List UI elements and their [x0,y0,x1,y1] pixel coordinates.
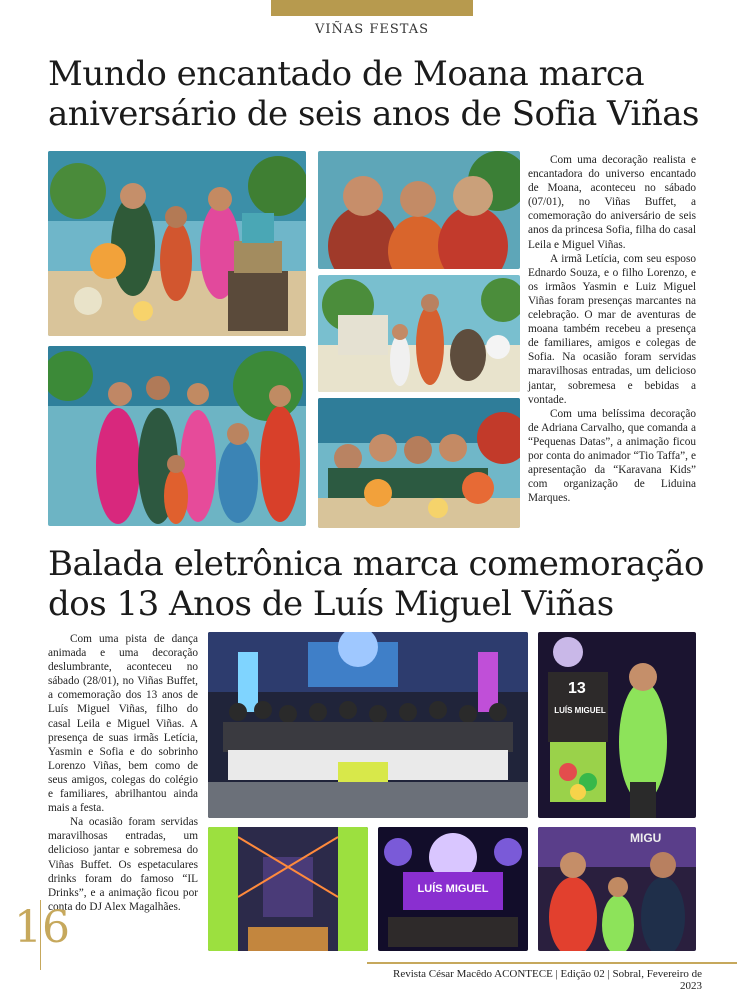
photo-parents-son [538,827,696,951]
screen-name: LUÍS MIGUEL [417,883,489,895]
photo-children-cake [318,275,520,392]
photo-boy-cake [538,632,696,818]
photo-sisters [318,151,520,269]
article1-title: Mundo encantado de Moana marca aniversário de seis anos de Sofia Viñas [48,54,699,134]
photo-dance-floor-group [208,632,528,818]
photo-family-group [48,346,306,526]
article1-paragraph: Com uma belíssima decoração de Adriana Carvalho, que comanda a “Pequenas Datas”, a animação ficou por conta do animador “Tio Taffa”, e apresentação da “Karavana Kids” com organização de Liduina Marques. [528,407,696,505]
cake-number: 13 [568,680,586,697]
article1-body [528,153,696,505]
photo-family-cake [48,151,306,336]
article1-paragraph: Com uma decoração realista e encantadora do universo encantado de Moana, aconteceu no sábado (07/01), no Viñas Buffet, a comemoração do aniversário de seis anos da princesa Sofia, filha do casal Leila e Miguel Viñas. [528,154,696,251]
footer-credit: Revista César Macêdo ACONTECE | Edição 02 | Sobral, Fevereiro de 2023 [393,968,702,992]
photo-luis-miguel-screen [378,827,528,951]
header-bar [271,0,473,16]
section-label: VIÑAS FESTAS [315,22,429,37]
article1-paragraph: A irmã Letícia, com seu esposo Ednardo Souza, e o filho Lorenzo, e os irmãos Yasmin e Luiz Miguel Viñas foram presenças marcantes na celebração. O mar de aventuras de moana também recebeu a presença de familiares, amigos e colegas de Sofia. Na ocasião foram servidas maravilhosas entradas, um delicioso jantar, sobremesa e bebidas a vontade. [528,252,696,406]
article2-paragraph: Com uma pista de dança animada e uma decoração deslumbrante, aconteceu no sábado (28/01), no Viñas Buffet, a comemoração dos 13 anos de Luís Miguel Viñas, filho do casal Leila e Miguel Viñas. A presença de suas irmãs Letícia, Yasmin e Sofia e do sobrinho Lorenzo Viñas, bem como de seus amigos, colegas do colégio e familiares, abrilhantou ainda mais a festa. [48,633,198,815]
footer-rule [367,962,737,964]
page-number: 16 [14,902,70,953]
article2-body [48,632,198,914]
article2-paragraph: Na ocasião foram servidas maravilhosas entradas, um delicioso jantar e sobremesa do Viñas Buffet. Os espetaculares drinks foram do famoso “IL Drinks”, e a animação ficou por conta do DJ Alex Magalhães. [48,816,198,913]
article2-title: Balada eletrônica marca comemoração dos 13 Anos de Luís Miguel Viñas [48,544,704,624]
photo-neon-tunnel [208,827,368,951]
photo-party-guests [318,398,520,528]
cake-name: LUÍS MIGUEL [554,706,606,715]
backdrop-text: MIGU [630,831,662,845]
